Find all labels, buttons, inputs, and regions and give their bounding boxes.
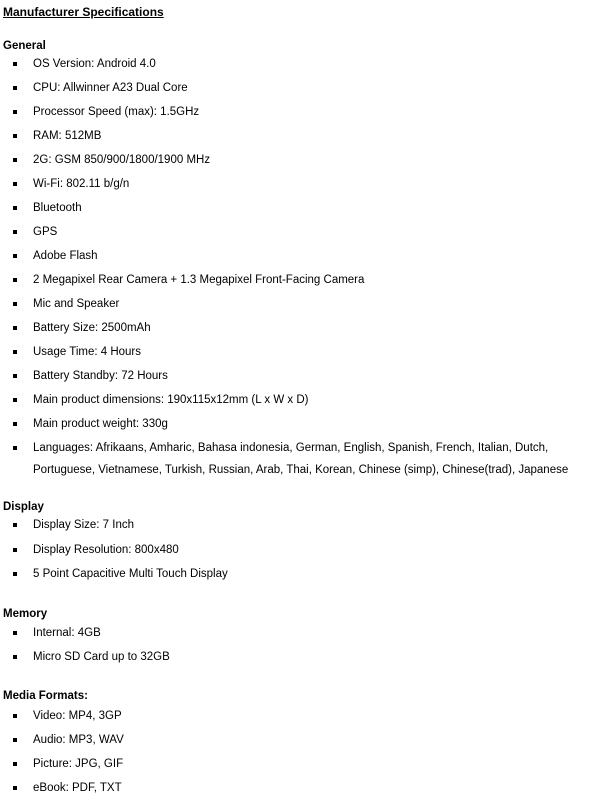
- bullet-icon: [13, 714, 17, 718]
- list-item-text: Languages: Afrikaans, Amharic, Bahasa indonesia, German, English, Spanish, French, Italian, Dutch, Portuguese, Vietnamese, Turkish, Russian, Arab, Thai, Korean, Chinese (simp), Chinese(trad), Japanese: [33, 442, 569, 476]
- list-item-text: Main product weight: 330g: [33, 418, 168, 430]
- bullet-icon: [13, 110, 17, 114]
- bullet-icon: [13, 302, 17, 306]
- list-item-text: Bluetooth: [33, 202, 82, 214]
- bullet-icon: [13, 206, 17, 210]
- list-item-text: Micro SD Card up to 32GB: [33, 651, 170, 663]
- bullet-icon: [13, 655, 17, 659]
- list-item-text: Internal: 4GB: [33, 627, 101, 639]
- list-item-text: Wi-Fi: 802.11 b/g/n: [33, 178, 130, 190]
- list-item-text: eBook: PDF, TXT: [33, 782, 122, 794]
- bullet-icon: [13, 398, 17, 402]
- bullet-icon: [13, 548, 17, 552]
- bullet-icon: [13, 86, 17, 90]
- list-item-text: Display Size: 7 Inch: [33, 519, 134, 531]
- bullet-icon: [13, 254, 17, 258]
- list-item-text: Battery Size: 2500mAh: [33, 322, 151, 334]
- bullet-icon: [13, 158, 17, 162]
- section-heading-memory: Memory: [3, 608, 48, 620]
- list-item-text: Picture: JPG, GIF: [33, 758, 124, 770]
- list-item-text: Video: MP4, 3GP: [33, 710, 122, 722]
- list-item-text: Mic and Speaker: [33, 298, 120, 310]
- list-item-text: Main product dimensions: 190x115x12mm (L x W x D): [33, 394, 309, 406]
- bullet-icon: [13, 523, 17, 527]
- bullet-icon: [13, 230, 17, 234]
- list-item-text: Display Resolution: 800x480: [33, 544, 179, 556]
- list-item-text: 2 Megapixel Rear Camera + 1.3 Megapixel Front-Facing Camera: [33, 274, 365, 286]
- section-heading-media-formats: Media Formats:: [3, 690, 88, 702]
- bullet-icon: [13, 738, 17, 742]
- bullet-icon: [13, 762, 17, 766]
- document-title: Manufacturer Specifications: [3, 5, 164, 19]
- list-item-text: Battery Standby: 72 Hours: [33, 370, 168, 382]
- list-item-text: Processor Speed (max): 1.5GHz: [33, 106, 200, 118]
- list-item-text: 2G: GSM 850/900/1800/1900 MHz: [33, 154, 211, 166]
- bullet-icon: [13, 422, 17, 426]
- bullet-icon: [13, 182, 17, 186]
- list-item-text: Adobe Flash: [33, 250, 98, 262]
- bullet-icon: [13, 134, 17, 138]
- bullet-icon: [13, 786, 17, 790]
- bullet-icon: [13, 278, 17, 282]
- bullet-icon: [13, 446, 17, 450]
- section-heading-display: Display: [3, 501, 44, 513]
- list-item-text: GPS: [33, 226, 58, 238]
- bullet-icon: [13, 374, 17, 378]
- section-heading-general: General: [3, 40, 46, 52]
- list-item-text: Usage Time: 4 Hours: [33, 346, 142, 358]
- bullet-icon: [13, 62, 17, 66]
- list-item-text: 5 Point Capacitive Multi Touch Display: [33, 568, 228, 580]
- bullet-icon: [13, 631, 17, 635]
- list-item-text: RAM: 512MB: [33, 130, 102, 142]
- bullet-icon: [13, 350, 17, 354]
- list-item-text: Audio: MP3, WAV: [33, 734, 124, 746]
- list-item-text: OS Version: Android 4.0: [33, 58, 156, 70]
- bullet-icon: [13, 326, 17, 330]
- bullet-icon: [13, 572, 17, 576]
- list-item-text: CPU: Allwinner A23 Dual Core: [33, 82, 188, 94]
